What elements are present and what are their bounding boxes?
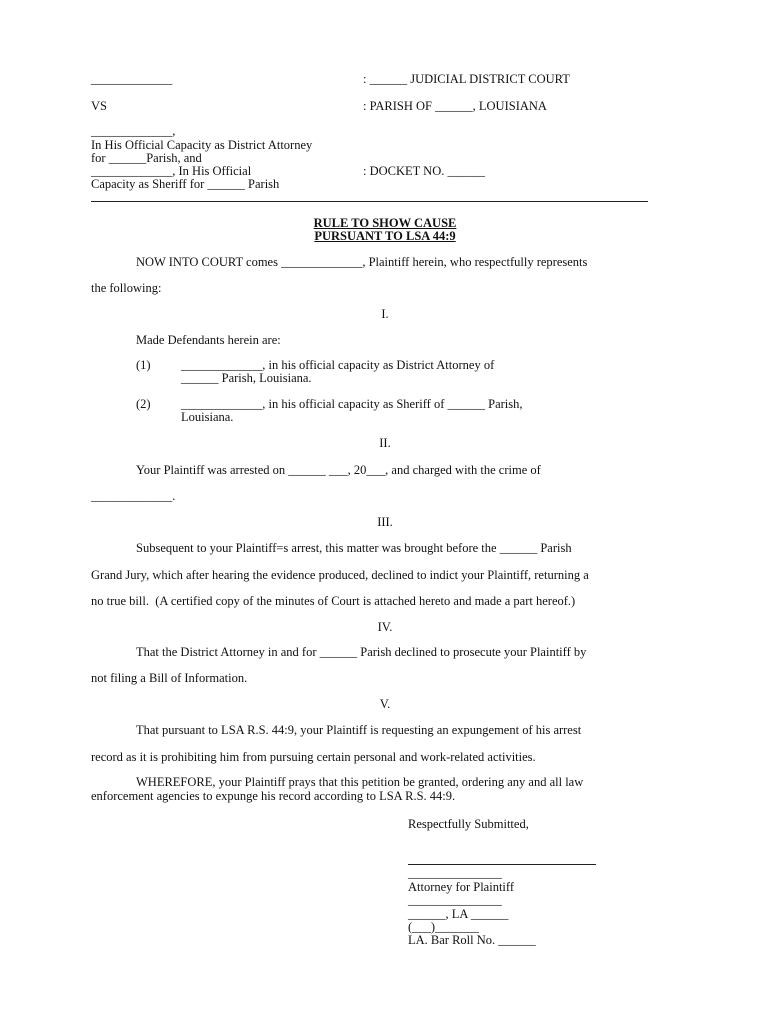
defendant-line-2: for ______Parish, and bbox=[91, 151, 202, 165]
phone-line: (___)_______ bbox=[408, 920, 479, 934]
signature-name-blank: _______________ bbox=[408, 866, 502, 880]
closing-text: Respectfully Submitted, bbox=[408, 817, 529, 831]
item-2-number: (2) bbox=[136, 397, 151, 411]
section-4-line-1: That the District Attorney in and for ______ Parish declined to prosecute your Plaintiff by bbox=[136, 645, 587, 659]
signature-line bbox=[408, 864, 596, 865]
section-heading-3: III. bbox=[377, 515, 393, 529]
address-blank: _______________ bbox=[408, 893, 502, 907]
plaintiff-blank: _____________ bbox=[91, 72, 173, 86]
item-2-line-1: _____________, in his official capacity as Sheriff of ______ Parish, bbox=[181, 397, 523, 411]
section-5-line-1: That pursuant to LSA R.S. 44:9, your Plaintiff is requesting an expungement of his arrest bbox=[136, 723, 582, 737]
defendant-line-3: _____________, In His Official bbox=[91, 164, 252, 178]
defendant-line-4: Capacity as Sheriff for ______ Parish bbox=[91, 177, 280, 191]
intro-line-2: the following: bbox=[91, 281, 162, 295]
docket-line: : DOCKET NO. ______ bbox=[363, 164, 485, 178]
defendant-blank: _____________, bbox=[91, 124, 176, 138]
document-title-line-1: RULE TO SHOW CAUSE bbox=[313, 216, 457, 230]
section-4-line-2: not filing a Bill of Information. bbox=[91, 671, 248, 685]
section-5-line-2: record as it is prohibiting him from pursuing certain personal and work-related activities. bbox=[91, 750, 536, 764]
bar-roll-line: LA. Bar Roll No. ______ bbox=[408, 933, 536, 947]
section-heading-1: I. bbox=[381, 307, 389, 321]
item-1-number: (1) bbox=[136, 358, 151, 372]
section-1-lead: Made Defendants herein are: bbox=[136, 333, 281, 347]
section-3-line-1: Subsequent to your Plaintiff=s arrest, this matter was brought before the ______ Parish bbox=[136, 541, 572, 555]
section-3-line-2: Grand Jury, which after hearing the evidence produced, declined to indict your Plaintiff, returning a bbox=[91, 568, 589, 582]
city-state-zip-line: ______, LA ______ bbox=[408, 907, 509, 921]
item-2-line-2: Louisiana. bbox=[181, 410, 234, 424]
attorney-label: Attorney for Plaintiff bbox=[408, 880, 514, 894]
intro-line-1: NOW INTO COURT comes _____________, Plaintiff herein, who respectfully represents bbox=[136, 255, 588, 269]
section-heading-5: V. bbox=[379, 697, 391, 711]
defendant-line-1: In His Official Capacity as District Attorney bbox=[91, 138, 313, 152]
parish-line: : PARISH OF ______, LOUISIANA bbox=[363, 99, 547, 113]
section-2-line-1: Your Plaintiff was arrested on ______ ___, 20___, and charged with the crime of bbox=[136, 463, 541, 477]
prayer-line-1: WHEREFORE, your Plaintiff prays that this petition be granted, ordering any and all law bbox=[136, 775, 584, 789]
section-heading-4: IV. bbox=[377, 620, 393, 634]
versus-label: VS bbox=[91, 99, 107, 113]
section-2-line-2: _____________. bbox=[91, 489, 176, 503]
item-1-line-2: ______ Parish, Louisiana. bbox=[181, 371, 312, 385]
section-3-line-3: no true bill. (A certified copy of the minutes of Court is attached hereto and made a part hereof.) bbox=[91, 594, 576, 608]
prayer-line-2: enforcement agencies to expunge his record according to LSA R.S. 44:9. bbox=[91, 789, 456, 803]
caption-divider bbox=[91, 201, 648, 202]
court-line: : ______ JUDICIAL DISTRICT COURT bbox=[363, 72, 570, 86]
item-1-line-1: _____________, in his official capacity as District Attorney of bbox=[181, 358, 495, 372]
document-title-line-2: PURSUANT TO LSA 44:9 bbox=[314, 229, 456, 243]
section-heading-2: II. bbox=[379, 436, 391, 450]
